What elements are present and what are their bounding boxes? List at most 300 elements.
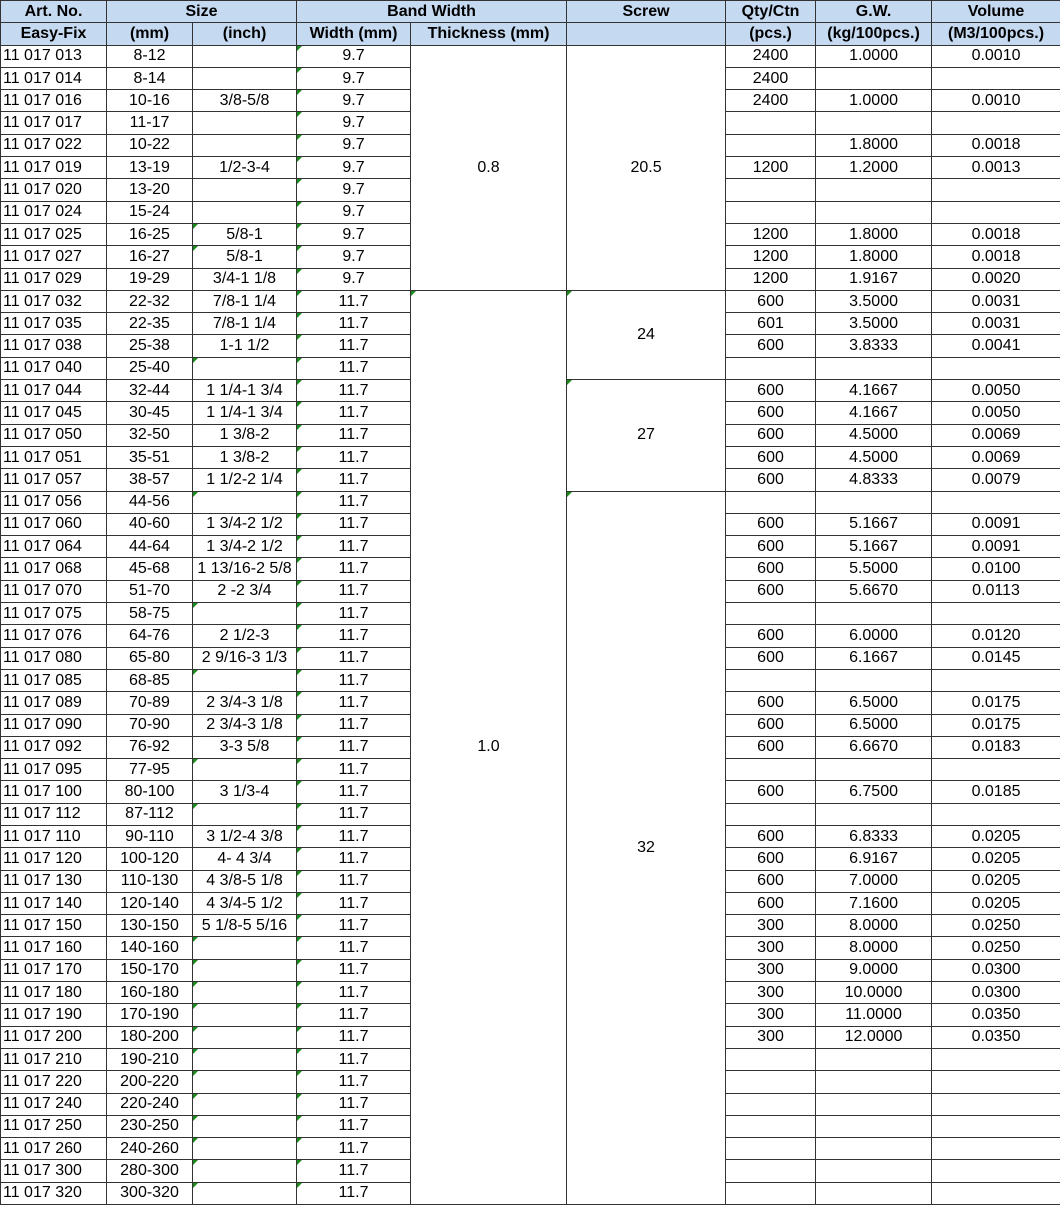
gw-cell: 6.6670 [816, 736, 932, 758]
size-mm-cell: 77-95 [107, 759, 193, 781]
qty-cell [726, 134, 816, 156]
art-no-cell: 11 017 045 [1, 402, 107, 424]
header-size-inch: (inch) [193, 23, 297, 45]
size-inch-cell: 5/8-1 [193, 246, 297, 268]
width-mm-cell: 11.7 [297, 825, 411, 847]
size-mm-cell: 13-19 [107, 157, 193, 179]
art-no-cell: 11 017 022 [1, 134, 107, 156]
size-mm-cell: 8-14 [107, 67, 193, 89]
volume-cell: 0.0175 [932, 692, 1060, 714]
size-inch-cell [193, 1048, 297, 1070]
art-no-cell: 11 017 050 [1, 424, 107, 446]
volume-cell: 0.0250 [932, 915, 1060, 937]
size-mm-cell: 22-32 [107, 290, 193, 312]
volume-cell: 0.0185 [932, 781, 1060, 803]
gw-cell [816, 67, 932, 89]
width-mm-cell: 11.7 [297, 937, 411, 959]
art-no-cell: 11 017 029 [1, 268, 107, 290]
art-no-cell: 11 017 019 [1, 157, 107, 179]
size-inch-cell [193, 1004, 297, 1026]
size-mm-cell: 8-12 [107, 45, 193, 67]
qty-cell: 600 [726, 647, 816, 669]
qty-cell: 600 [726, 446, 816, 468]
qty-cell: 600 [726, 469, 816, 491]
qty-cell [726, 1160, 816, 1182]
art-no-cell: 11 017 013 [1, 45, 107, 67]
volume-cell: 0.0350 [932, 1004, 1060, 1026]
width-mm-cell: 9.7 [297, 246, 411, 268]
size-mm-cell: 51-70 [107, 580, 193, 602]
width-mm-cell: 11.7 [297, 1093, 411, 1115]
gw-cell [816, 759, 932, 781]
gw-cell: 6.5000 [816, 714, 932, 736]
size-inch-cell: 1 3/8-2 [193, 446, 297, 468]
size-inch-cell: 3 1/2-4 3/8 [193, 825, 297, 847]
width-mm-cell: 11.7 [297, 1115, 411, 1137]
size-mm-cell: 38-57 [107, 469, 193, 491]
size-inch-cell: 7/8-1 1/4 [193, 290, 297, 312]
volume-cell: 0.0091 [932, 513, 1060, 535]
size-mm-cell: 180-200 [107, 1026, 193, 1048]
table-row [1, 45, 1060, 67]
width-mm-cell: 9.7 [297, 45, 411, 67]
size-mm-cell: 16-27 [107, 246, 193, 268]
qty-cell: 300 [726, 1026, 816, 1048]
volume-cell [932, 759, 1060, 781]
size-mm-cell: 32-44 [107, 380, 193, 402]
art-no-cell: 11 017 170 [1, 959, 107, 981]
width-mm-cell: 11.7 [297, 781, 411, 803]
qty-cell: 600 [726, 825, 816, 847]
art-no-cell: 11 017 080 [1, 647, 107, 669]
width-mm-cell: 11.7 [297, 536, 411, 558]
size-mm-cell: 70-90 [107, 714, 193, 736]
size-mm-cell: 64-76 [107, 625, 193, 647]
gw-cell: 3.5000 [816, 313, 932, 335]
qty-cell: 300 [726, 915, 816, 937]
thickness-cell: 1.0 [411, 290, 567, 1204]
gw-cell: 4.5000 [816, 424, 932, 446]
gw-cell [816, 1160, 932, 1182]
size-mm-cell: 90-110 [107, 825, 193, 847]
qty-cell: 2400 [726, 45, 816, 67]
gw-cell: 5.6670 [816, 580, 932, 602]
width-mm-cell: 9.7 [297, 157, 411, 179]
volume-cell: 0.0079 [932, 469, 1060, 491]
art-no-cell: 11 017 027 [1, 246, 107, 268]
gw-cell: 1.8000 [816, 246, 932, 268]
art-no-cell: 11 017 070 [1, 580, 107, 602]
size-mm-cell: 65-80 [107, 647, 193, 669]
size-mm-cell: 110-130 [107, 870, 193, 892]
size-inch-cell [193, 1026, 297, 1048]
size-mm-cell: 16-25 [107, 223, 193, 245]
art-no-cell: 11 017 190 [1, 1004, 107, 1026]
qty-cell: 600 [726, 335, 816, 357]
gw-cell [816, 201, 932, 223]
screw-cell: 20.5 [567, 45, 726, 290]
width-mm-cell: 9.7 [297, 268, 411, 290]
size-mm-cell: 44-56 [107, 491, 193, 513]
width-mm-cell: 11.7 [297, 1182, 411, 1204]
gw-cell: 3.5000 [816, 290, 932, 312]
size-inch-cell: 4 3/8-5 1/8 [193, 870, 297, 892]
size-inch-cell [193, 134, 297, 156]
gw-cell [816, 1182, 932, 1204]
qty-cell: 300 [726, 982, 816, 1004]
table-row [1, 290, 1060, 312]
art-no-cell: 11 017 025 [1, 223, 107, 245]
size-inch-cell [193, 759, 297, 781]
qty-cell [726, 803, 816, 825]
volume-cell: 0.0013 [932, 157, 1060, 179]
size-mm-cell: 80-100 [107, 781, 193, 803]
gw-cell [816, 1138, 932, 1160]
qty-cell [726, 1138, 816, 1160]
volume-cell [932, 1071, 1060, 1093]
size-mm-cell: 100-120 [107, 848, 193, 870]
qty-cell [726, 112, 816, 134]
volume-cell [932, 603, 1060, 625]
qty-cell [726, 1071, 816, 1093]
gw-cell: 10.0000 [816, 982, 932, 1004]
qty-cell: 600 [726, 736, 816, 758]
art-no-cell: 11 017 014 [1, 67, 107, 89]
volume-cell: 0.0018 [932, 223, 1060, 245]
width-mm-cell: 9.7 [297, 67, 411, 89]
size-mm-cell: 13-20 [107, 179, 193, 201]
qty-cell: 1200 [726, 223, 816, 245]
size-inch-cell: 1 1/4-1 3/4 [193, 380, 297, 402]
width-mm-cell: 11.7 [297, 603, 411, 625]
gw-cell: 8.0000 [816, 915, 932, 937]
size-mm-cell: 190-210 [107, 1048, 193, 1070]
art-no-cell: 11 017 090 [1, 714, 107, 736]
qty-cell: 600 [726, 870, 816, 892]
volume-cell: 0.0145 [932, 647, 1060, 669]
volume-cell: 0.0205 [932, 848, 1060, 870]
art-no-cell: 11 017 075 [1, 603, 107, 625]
qty-cell: 600 [726, 513, 816, 535]
gw-cell [816, 669, 932, 691]
header-screw: Screw [567, 1, 726, 23]
header-thickness-mm: Thickness (mm) [411, 23, 567, 45]
size-inch-cell [193, 603, 297, 625]
qty-cell [726, 179, 816, 201]
gw-cell: 11.0000 [816, 1004, 932, 1026]
width-mm-cell: 11.7 [297, 469, 411, 491]
volume-cell [932, 112, 1060, 134]
width-mm-cell: 11.7 [297, 513, 411, 535]
gw-cell: 4.1667 [816, 402, 932, 424]
art-no-cell: 11 017 110 [1, 825, 107, 847]
size-inch-cell [193, 1093, 297, 1115]
width-mm-cell: 11.7 [297, 692, 411, 714]
size-mm-cell: 130-150 [107, 915, 193, 937]
width-mm-cell: 11.7 [297, 982, 411, 1004]
size-mm-cell: 160-180 [107, 982, 193, 1004]
width-mm-cell: 11.7 [297, 736, 411, 758]
qty-cell: 600 [726, 558, 816, 580]
width-mm-cell: 11.7 [297, 959, 411, 981]
size-mm-cell: 76-92 [107, 736, 193, 758]
volume-cell: 0.0205 [932, 892, 1060, 914]
art-no-cell: 11 017 240 [1, 1093, 107, 1115]
header-kg-per-100: (kg/100pcs.) [816, 23, 932, 45]
qty-cell: 600 [726, 892, 816, 914]
size-inch-cell: 2 -2 3/4 [193, 580, 297, 602]
art-no-cell: 11 017 180 [1, 982, 107, 1004]
qty-cell [726, 759, 816, 781]
size-inch-cell [193, 67, 297, 89]
size-inch-cell: 2 1/2-3 [193, 625, 297, 647]
size-mm-cell: 45-68 [107, 558, 193, 580]
width-mm-cell: 9.7 [297, 201, 411, 223]
art-no-cell: 11 017 112 [1, 803, 107, 825]
size-mm-cell: 32-50 [107, 424, 193, 446]
qty-cell: 2400 [726, 90, 816, 112]
gw-cell: 6.0000 [816, 625, 932, 647]
gw-cell: 8.0000 [816, 937, 932, 959]
volume-cell [932, 1048, 1060, 1070]
size-inch-cell [193, 201, 297, 223]
width-mm-cell: 11.7 [297, 402, 411, 424]
width-mm-cell: 11.7 [297, 290, 411, 312]
size-mm-cell: 10-22 [107, 134, 193, 156]
header-art-no: Art. No. [1, 1, 107, 23]
gw-cell: 5.1667 [816, 513, 932, 535]
width-mm-cell: 11.7 [297, 870, 411, 892]
size-inch-cell: 5/8-1 [193, 223, 297, 245]
volume-cell: 0.0300 [932, 959, 1060, 981]
size-inch-cell [193, 803, 297, 825]
qty-cell: 1200 [726, 157, 816, 179]
table-body [1, 45, 1060, 1204]
size-mm-cell: 220-240 [107, 1093, 193, 1115]
art-no-cell: 11 017 160 [1, 937, 107, 959]
size-mm-cell: 11-17 [107, 112, 193, 134]
volume-cell: 0.0069 [932, 446, 1060, 468]
art-no-cell: 11 017 200 [1, 1026, 107, 1048]
size-inch-cell: 5 1/8-5 5/16 [193, 915, 297, 937]
size-inch-cell [193, 491, 297, 513]
art-no-cell: 11 017 040 [1, 357, 107, 379]
width-mm-cell: 11.7 [297, 669, 411, 691]
gw-cell: 9.0000 [816, 959, 932, 981]
gw-cell: 1.9167 [816, 268, 932, 290]
gw-cell [816, 1093, 932, 1115]
volume-cell: 0.0018 [932, 246, 1060, 268]
art-no-cell: 11 017 076 [1, 625, 107, 647]
qty-cell: 600 [726, 781, 816, 803]
art-no-cell: 11 017 035 [1, 313, 107, 335]
qty-cell [726, 669, 816, 691]
art-no-cell: 11 017 056 [1, 491, 107, 513]
gw-cell [816, 491, 932, 513]
size-mm-cell: 68-85 [107, 669, 193, 691]
qty-cell: 600 [726, 402, 816, 424]
size-mm-cell: 40-60 [107, 513, 193, 535]
size-inch-cell: 1/2-3-4 [193, 157, 297, 179]
art-no-cell: 11 017 260 [1, 1138, 107, 1160]
qty-cell: 600 [726, 290, 816, 312]
gw-cell: 1.8000 [816, 223, 932, 245]
qty-cell: 1200 [726, 246, 816, 268]
volume-cell: 0.0175 [932, 714, 1060, 736]
qty-cell [726, 1093, 816, 1115]
size-mm-cell: 30-45 [107, 402, 193, 424]
volume-cell [932, 803, 1060, 825]
gw-cell: 4.5000 [816, 446, 932, 468]
size-inch-cell [193, 112, 297, 134]
volume-cell [932, 1093, 1060, 1115]
volume-cell: 0.0018 [932, 134, 1060, 156]
volume-cell [932, 1115, 1060, 1137]
volume-cell [932, 357, 1060, 379]
size-mm-cell: 19-29 [107, 268, 193, 290]
volume-cell: 0.0183 [932, 736, 1060, 758]
width-mm-cell: 11.7 [297, 424, 411, 446]
size-inch-cell [193, 1160, 297, 1182]
header-band-width: Band Width [297, 1, 567, 23]
volume-cell: 0.0069 [932, 424, 1060, 446]
art-no-cell: 11 017 024 [1, 201, 107, 223]
width-mm-cell: 11.7 [297, 491, 411, 513]
volume-cell [932, 1182, 1060, 1204]
volume-cell [932, 179, 1060, 201]
gw-cell [816, 603, 932, 625]
art-no-cell: 11 017 044 [1, 380, 107, 402]
size-inch-cell [193, 959, 297, 981]
size-mm-cell: 10-16 [107, 90, 193, 112]
art-no-cell: 11 017 051 [1, 446, 107, 468]
qty-cell: 600 [726, 380, 816, 402]
size-inch-cell: 3-3 5/8 [193, 736, 297, 758]
volume-cell: 0.0250 [932, 937, 1060, 959]
gw-cell: 1.8000 [816, 134, 932, 156]
size-inch-cell: 1 3/8-2 [193, 424, 297, 446]
volume-cell [932, 201, 1060, 223]
qty-cell [726, 603, 816, 625]
size-mm-cell: 44-64 [107, 536, 193, 558]
art-no-cell: 11 017 085 [1, 669, 107, 691]
gw-cell: 7.1600 [816, 892, 932, 914]
size-inch-cell [193, 982, 297, 1004]
volume-cell: 0.0100 [932, 558, 1060, 580]
size-mm-cell: 25-38 [107, 335, 193, 357]
volume-cell: 0.0010 [932, 90, 1060, 112]
size-mm-cell: 280-300 [107, 1160, 193, 1182]
size-inch-cell: 1 13/16-2 5/8 [193, 558, 297, 580]
size-mm-cell: 150-170 [107, 959, 193, 981]
art-no-cell: 11 017 016 [1, 90, 107, 112]
size-inch-cell: 2 3/4-3 1/8 [193, 692, 297, 714]
size-inch-cell [193, 357, 297, 379]
size-mm-cell: 35-51 [107, 446, 193, 468]
volume-cell: 0.0205 [932, 825, 1060, 847]
width-mm-cell: 9.7 [297, 90, 411, 112]
art-no-cell: 11 017 064 [1, 536, 107, 558]
width-mm-cell: 11.7 [297, 759, 411, 781]
width-mm-cell: 11.7 [297, 1004, 411, 1026]
gw-cell: 6.1667 [816, 647, 932, 669]
gw-cell [816, 803, 932, 825]
size-inch-cell: 4 3/4-5 1/2 [193, 892, 297, 914]
volume-cell [932, 491, 1060, 513]
width-mm-cell: 11.7 [297, 558, 411, 580]
art-no-cell: 11 017 220 [1, 1071, 107, 1093]
gw-cell [816, 1071, 932, 1093]
screw-cell: 32 [567, 491, 726, 1205]
art-no-cell: 11 017 092 [1, 736, 107, 758]
size-mm-cell: 87-112 [107, 803, 193, 825]
gw-cell: 1.2000 [816, 157, 932, 179]
header-easy-fix: Easy-Fix [1, 23, 107, 45]
width-mm-cell: 11.7 [297, 1160, 411, 1182]
gw-cell [816, 1115, 932, 1137]
header-qty-ctn: Qty/Ctn [726, 1, 816, 23]
size-inch-cell: 1 3/4-2 1/2 [193, 536, 297, 558]
qty-cell [726, 1048, 816, 1070]
gw-cell: 6.5000 [816, 692, 932, 714]
size-mm-cell: 70-89 [107, 692, 193, 714]
volume-cell: 0.0050 [932, 402, 1060, 424]
gw-cell [816, 112, 932, 134]
gw-cell: 5.1667 [816, 536, 932, 558]
art-no-cell: 11 017 250 [1, 1115, 107, 1137]
screw-cell: 27 [567, 380, 726, 491]
volume-cell [932, 1138, 1060, 1160]
size-inch-cell: 3 1/3-4 [193, 781, 297, 803]
volume-cell: 0.0300 [932, 982, 1060, 1004]
header-size-mm: (mm) [107, 23, 193, 45]
gw-cell: 6.9167 [816, 848, 932, 870]
art-no-cell: 11 017 095 [1, 759, 107, 781]
volume-cell [932, 67, 1060, 89]
width-mm-cell: 11.7 [297, 892, 411, 914]
header-size: Size [107, 1, 297, 23]
qty-cell [726, 201, 816, 223]
size-inch-cell [193, 669, 297, 691]
volume-cell: 0.0041 [932, 335, 1060, 357]
volume-cell: 0.0113 [932, 580, 1060, 602]
size-mm-cell: 300-320 [107, 1182, 193, 1204]
volume-cell: 0.0350 [932, 1026, 1060, 1048]
qty-cell: 300 [726, 959, 816, 981]
size-mm-cell: 120-140 [107, 892, 193, 914]
art-no-cell: 11 017 020 [1, 179, 107, 201]
qty-cell [726, 1182, 816, 1204]
width-mm-cell: 11.7 [297, 580, 411, 602]
size-mm-cell: 200-220 [107, 1071, 193, 1093]
art-no-cell: 11 017 150 [1, 915, 107, 937]
size-mm-cell: 140-160 [107, 937, 193, 959]
gw-cell: 12.0000 [816, 1026, 932, 1048]
qty-cell: 600 [726, 536, 816, 558]
header-pcs: (pcs.) [726, 23, 816, 45]
size-inch-cell [193, 937, 297, 959]
gw-cell [816, 179, 932, 201]
gw-cell: 3.8333 [816, 335, 932, 357]
size-inch-cell: 1 1/2-2 1/4 [193, 469, 297, 491]
art-no-cell: 11 017 032 [1, 290, 107, 312]
art-no-cell: 11 017 057 [1, 469, 107, 491]
volume-cell: 0.0020 [932, 268, 1060, 290]
width-mm-cell: 11.7 [297, 335, 411, 357]
art-no-cell: 11 017 100 [1, 781, 107, 803]
width-mm-cell: 11.7 [297, 647, 411, 669]
width-mm-cell: 11.7 [297, 380, 411, 402]
